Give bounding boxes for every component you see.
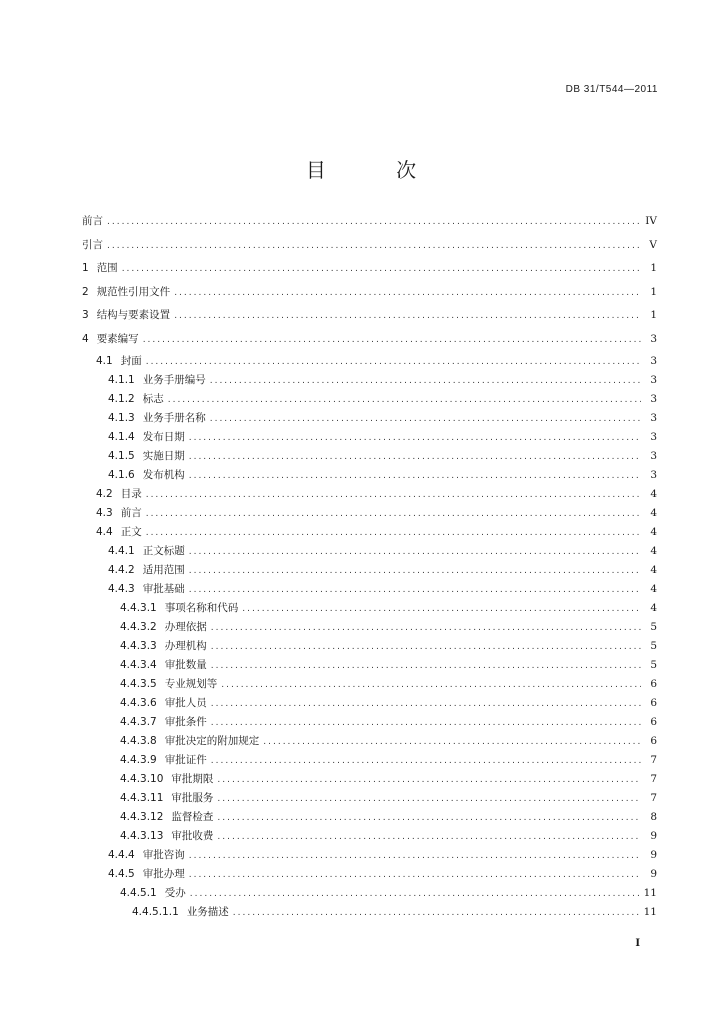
toc-entry-label: 范围: [96, 262, 118, 275]
toc-entry-page: 11: [643, 886, 657, 899]
toc-entry-page: 3: [650, 373, 657, 386]
toc-entry-number: 4.4.3.13: [120, 829, 164, 842]
toc-entry[interactable]: [82, 428, 657, 447]
toc-entry-number: 4.4.3.7: [120, 715, 157, 728]
toc-entry-label: 审批服务: [171, 791, 214, 804]
toc-entry-label: 办理依据: [164, 620, 207, 633]
toc-entry[interactable]: [82, 281, 657, 305]
toc-entry[interactable]: [82, 485, 657, 504]
toc-entry-page: 1: [650, 309, 657, 322]
toc-entry-page: 6: [650, 696, 657, 709]
toc-leader-dots: [211, 619, 641, 638]
toc-entry-number: 4.4.3: [108, 582, 135, 595]
toc-entry-number: 4.4.3.4: [120, 658, 157, 671]
toc-entry[interactable]: [82, 656, 657, 675]
toc-entry[interactable]: [82, 846, 657, 865]
toc-entry-label: 前言: [82, 215, 103, 227]
toc-leader-dots: [189, 448, 641, 467]
toc-entry[interactable]: [82, 637, 657, 656]
toc-leader-dots: [189, 467, 641, 486]
toc-leader-dots: [146, 353, 641, 372]
toc-entry[interactable]: [82, 523, 657, 542]
toc-entry[interactable]: [82, 827, 657, 846]
toc-leader-dots: [210, 372, 641, 391]
toc-entry-number: 4.4.2: [108, 563, 135, 576]
toc-entry[interactable]: [82, 466, 657, 485]
toc-leader-dots: [211, 752, 641, 771]
toc-entry-label: 审批咨询: [142, 848, 185, 861]
toc-title: 目 次: [305, 158, 449, 182]
toc-entry-number: 4.4.3.11: [120, 791, 164, 804]
toc-leader-dots: [217, 771, 641, 790]
toc-entry[interactable]: [82, 751, 657, 770]
toc-entry-page: 5: [650, 620, 657, 633]
toc-entry-number: 4.2: [96, 487, 113, 500]
toc-leader-dots: [189, 581, 641, 600]
toc-entry-number: 4.4.3.6: [120, 696, 157, 709]
page-number: I: [635, 938, 640, 949]
toc-entry-number: 1: [82, 262, 89, 275]
standard-code: DB 31/T544—2011: [565, 84, 658, 95]
toc-entry-page: 4: [650, 506, 657, 519]
toc-leader-dots: [146, 486, 641, 505]
toc-entry-number: 4.4.5.1: [120, 886, 157, 899]
toc-entry-label: 正文: [120, 525, 142, 538]
toc-entry-label: 审批人员: [164, 696, 207, 709]
toc-entry[interactable]: [82, 257, 657, 281]
toc-entry-page: 5: [650, 658, 657, 671]
toc-entry-number: 4.4: [96, 525, 113, 538]
toc-entry-label: 适用范围: [142, 563, 185, 576]
toc-entry[interactable]: [82, 675, 657, 694]
toc-entry-number: 4.1.1: [108, 373, 135, 386]
toc-leader-dots: [189, 847, 641, 866]
toc-entry-page: 5: [650, 639, 657, 652]
toc-entry-number: 4.4.5.1.1: [132, 905, 179, 918]
toc-entry-label: 发布机构: [142, 468, 185, 481]
toc-entry-page: 8: [650, 810, 657, 823]
toc-entry[interactable]: [82, 328, 657, 352]
toc-entry-number: 4.4.5: [108, 867, 135, 880]
toc-entry-label: 审批数量: [164, 658, 207, 671]
toc-entry[interactable]: [82, 390, 657, 409]
toc-leader-dots: [211, 657, 641, 676]
toc-entry-label: 审批收费: [171, 829, 214, 842]
toc-entry-label: 业务手册名称: [142, 411, 206, 424]
toc-entry-number: 4.3: [96, 506, 113, 519]
table-of-contents: [82, 210, 657, 922]
toc-entry[interactable]: [82, 694, 657, 713]
toc-entry-number: 4.4.3.9: [120, 753, 157, 766]
toc-entry-label: 审批决定的附加规定: [164, 734, 260, 747]
toc-leader-dots: [143, 329, 641, 353]
toc-leader-dots: [189, 543, 641, 562]
toc-entry-label: 要素编写: [96, 332, 139, 345]
toc-entry-number: 4.1: [96, 354, 113, 367]
toc-leader-dots: [233, 904, 640, 923]
toc-entry-page: 3: [650, 449, 657, 462]
toc-entry-page: 3: [650, 354, 657, 367]
toc-leader-dots: [211, 714, 641, 733]
toc-entry[interactable]: [82, 713, 657, 732]
toc-entry-label: 前言: [120, 506, 142, 519]
toc-entry-label: 办理机构: [164, 639, 207, 652]
toc-entry[interactable]: [82, 618, 657, 637]
toc-entry[interactable]: [82, 371, 657, 390]
toc-entry[interactable]: [82, 409, 657, 428]
toc-leader-dots: [107, 235, 641, 259]
toc-entry-page: 7: [650, 791, 657, 804]
toc-entry-label: 目录: [120, 487, 142, 500]
toc-entry-number: 4.4.3.10: [120, 772, 164, 785]
toc-entry-label: 业务手册编号: [142, 373, 206, 386]
toc-leader-dots: [263, 733, 641, 752]
toc-entry-label: 业务描述: [186, 905, 229, 918]
toc-entry-page: 4: [650, 563, 657, 576]
toc-entry-page: 9: [650, 867, 657, 880]
toc-entry-number: 4.1.5: [108, 449, 135, 462]
toc-entry-label: 审批证件: [164, 753, 207, 766]
toc-entry-number: 4.4.1: [108, 544, 135, 557]
toc-entry-number: 4.4.4: [108, 848, 135, 861]
toc-entry-page: IV: [645, 215, 657, 227]
toc-entry-label: 标志: [142, 392, 164, 405]
toc-entry-page: 4: [650, 525, 657, 538]
toc-entry-number: 4.1.2: [108, 392, 135, 405]
toc-entry-page: 3: [650, 430, 657, 443]
toc-entry-number: 4.1.3: [108, 411, 135, 424]
toc-leader-dots: [189, 429, 641, 448]
toc-entry-number: 4.4.3.2: [120, 620, 157, 633]
toc-entry-label: 审批基础: [142, 582, 185, 595]
toc-entry-label: 审批期限: [171, 772, 214, 785]
toc-entry-page: 3: [650, 392, 657, 405]
toc-entry[interactable]: [82, 561, 657, 580]
toc-entry-label: 监督检查: [171, 810, 214, 823]
toc-entry-label: 专业规划等: [164, 677, 218, 690]
toc-entry-number: 4: [82, 332, 89, 345]
toc-entry-page: 6: [650, 715, 657, 728]
toc-entry-label: 引言: [82, 238, 103, 251]
toc-entry-label: 规范性引用文件: [96, 285, 171, 298]
toc-entry-label: 结构与要素设置: [96, 309, 171, 322]
toc-entry-page: 7: [650, 753, 657, 766]
toc-entry-page: 1: [650, 285, 657, 298]
toc-entry-number: 4.4.3.12: [120, 810, 164, 823]
toc-leader-dots: [189, 866, 641, 885]
toc-entry[interactable]: [82, 304, 657, 328]
toc-leader-dots: [107, 211, 641, 235]
toc-entry[interactable]: [82, 865, 657, 884]
toc-entry-number: 4.1.4: [108, 430, 135, 443]
toc-leader-dots: [174, 305, 641, 329]
toc-entry[interactable]: [82, 808, 657, 827]
toc-leader-dots: [217, 809, 641, 828]
toc-entry-number: 2: [82, 285, 89, 298]
toc-entry-label: 事项名称和代码: [164, 601, 239, 614]
toc-leader-dots: [122, 258, 641, 282]
toc-entry[interactable]: [82, 884, 657, 903]
toc-entry-page: 3: [650, 332, 657, 345]
toc-entry-page: 3: [650, 411, 657, 424]
toc-entry-label: 受办: [164, 886, 186, 899]
toc-entry-label: 封面: [120, 354, 142, 367]
toc-entry[interactable]: [82, 770, 657, 789]
toc-entry[interactable]: [82, 234, 657, 258]
toc-entry-number: 3: [82, 309, 89, 322]
toc-leader-dots: [211, 638, 641, 657]
toc-entry-page: 11: [643, 905, 657, 918]
toc-entry-label: 审批条件: [164, 715, 207, 728]
toc-entry[interactable]: [82, 732, 657, 751]
toc-entry-page: 4: [650, 487, 657, 500]
toc-leader-dots: [146, 524, 641, 543]
toc-entry[interactable]: [82, 542, 657, 561]
toc-leader-dots: [211, 695, 641, 714]
toc-leader-dots: [221, 676, 641, 695]
toc-entry-number: 4.1.6: [108, 468, 135, 481]
toc-leader-dots: [210, 410, 641, 429]
toc-leader-dots: [174, 282, 641, 306]
toc-leader-dots: [190, 885, 640, 904]
toc-entry-number: 4.4.3.3: [120, 639, 157, 652]
toc-entry-label: 实施日期: [142, 449, 185, 462]
toc-entry[interactable]: [82, 903, 657, 922]
toc-entry[interactable]: [82, 210, 657, 234]
toc-entry-page: 9: [650, 848, 657, 861]
toc-entry-page: 6: [650, 677, 657, 690]
toc-entry[interactable]: [82, 504, 657, 523]
toc-entry-page: 7: [650, 772, 657, 785]
toc-entry-page: 1: [650, 262, 657, 275]
toc-entry[interactable]: [82, 789, 657, 808]
toc-entry-page: 4: [650, 544, 657, 557]
toc-entry-page: 3: [650, 468, 657, 481]
toc-entry[interactable]: [82, 599, 657, 618]
toc-entry-number: 4.4.3.8: [120, 734, 157, 747]
toc-leader-dots: [217, 790, 641, 809]
toc-entry-page: 4: [650, 582, 657, 595]
toc-leader-dots: [168, 391, 641, 410]
toc-entry[interactable]: [82, 580, 657, 599]
toc-entry[interactable]: [82, 447, 657, 466]
toc-leader-dots: [217, 828, 641, 847]
toc-entry-number: 4.4.3.5: [120, 677, 157, 690]
toc-entry[interactable]: [82, 352, 657, 371]
toc-entry-page: 9: [650, 829, 657, 842]
toc-leader-dots: [146, 505, 641, 524]
toc-entry-number: 4.4.3.1: [120, 601, 157, 614]
toc-entry-page: 4: [650, 601, 657, 614]
toc-entry-page: 6: [650, 734, 657, 747]
toc-entry-label: 正文标题: [142, 544, 185, 557]
toc-leader-dots: [189, 562, 641, 581]
toc-entry-label: 审批办理: [142, 867, 185, 880]
toc-entry-page: V: [649, 238, 657, 251]
toc-leader-dots: [242, 600, 641, 619]
toc-entry-label: 发布日期: [142, 430, 185, 443]
